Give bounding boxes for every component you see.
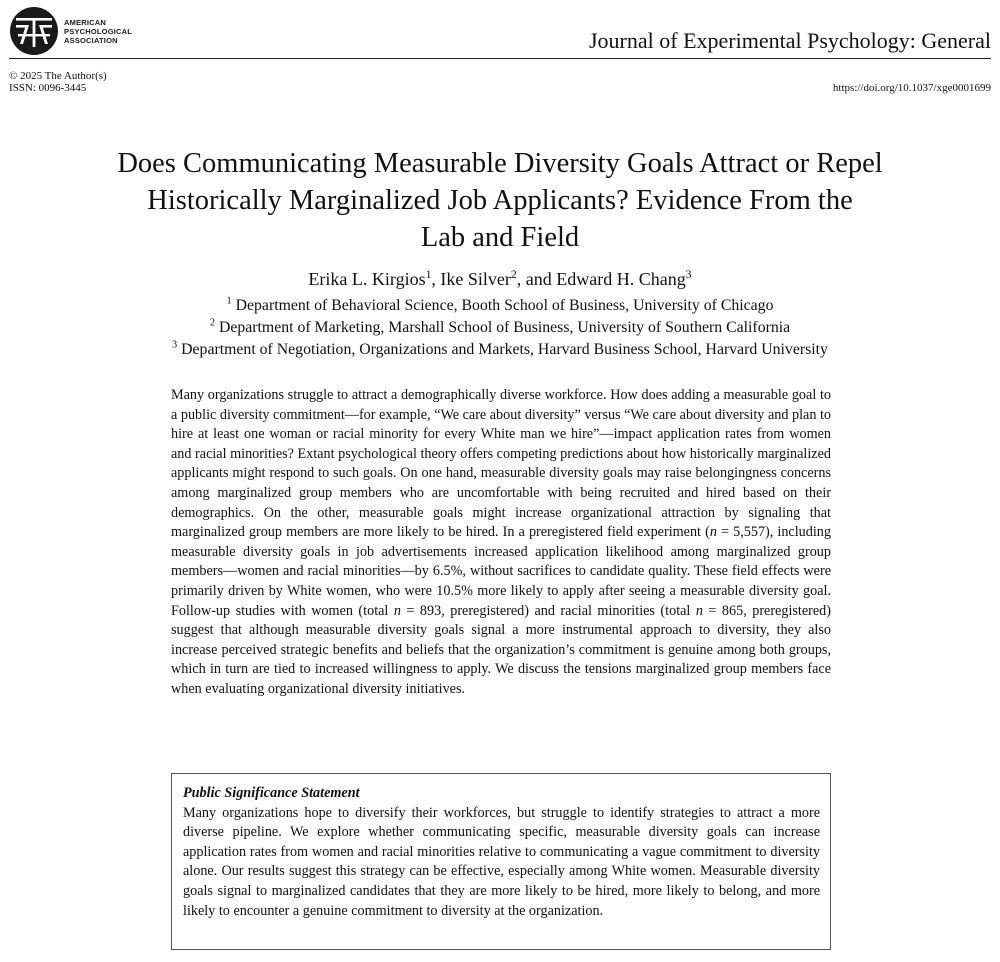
- affiliation: $^2$ Department of Marketing, Marshall School of Business, University of Southern California: [209, 317, 791, 336]
- affiliation: $^3$ Department of Negotiation, Organizations and Markets, Harvard Business School, Harvard University: [172, 339, 828, 358]
- issn: ISSN: 0096-3445: [9, 82, 87, 94]
- author-name: Erika L. Kirgios: [308, 269, 426, 289]
- author-affiliation-marker: 2: [510, 268, 517, 281]
- author-name: Ike Silver: [440, 269, 511, 289]
- journal-name: Journal of Experimental Psychology: General: [588, 28, 991, 53]
- author-affiliation-marker: 1: [425, 268, 432, 281]
- author-separator: , and: [516, 269, 557, 289]
- abstract: Many organizations struggle to attract a demographically diverse workforce. How does adding a measurable goal to a public diversity commitment—for example, “We care about diversity” versus “We care about diversity and plan to hire at least one woman or racial minority for every White man we hire”—impact application rates from women and racial minorities? Extant psychological theory offers competing predictions about how historically marginalized applicants might respond to such goals. On one hand, measurable diversity goals may raise belongingness concerns among marginalized group members who are uncomfortable with being recruited and hired based on their demographics. On the other, measurable goals might increase organizational attraction by signaling that marginalized group members are more likely to be hired. In a preregistered field experiment (n = 5,557), including measurable diversity goals in job advertisements increased application likelihood among marginalized group members—women and racial minorities—by 6.5%, without sacrifices to candidate quality. These field effects were primarily driven by White women, who were 10.5% more likely to apply after seeing a measurable diversity goal. Follow-up studies with women (total n = 893, preregistered) and racial minorities (total n = 865, preregistered) suggest that although measurable diversity goals signal a more instrumental approach to diversity, they also increase perceived strategic benefits and beliefs that the organization’s commitment is genuine among both groups, which in turn are tied to increased willingness to apply. We discuss the tensions marginalized group members face when evaluating organizational diversity initiatives.: [171, 387, 831, 697]
- significance-heading: Public Significance Statement: [183, 785, 360, 801]
- author-list: [0, 268, 1000, 290]
- author-affiliation-marker: 3: [685, 268, 692, 281]
- author-separator: ,: [431, 269, 441, 289]
- publisher-name: AMERICAN PSYCHOLOGICAL ASSOCIATION: [64, 17, 133, 45]
- apa-logo-icon: [9, 6, 59, 56]
- significance-body: Many organizations hope to diversify their workforces, but struggle to identify strategies to attract a more diverse pipeline. We explore whether communicating specific, measurable diversity goals can increase application rates from women and racial minorities relative to communicating a vague commitment to diversity alone. Our results suggest this strategy can be effective, especially among White women. Measurable diversity goals signal to marginalized candidates that they are more likely to be hired, more likely to belong, and more likely to encounter a genuine commitment to diversity at the organization.: [183, 804, 820, 919]
- copyright: © 2025 The Author(s): [9, 70, 107, 82]
- public-significance-statement: [171, 773, 831, 950]
- author-name: Edward H. Chang: [556, 269, 686, 289]
- doi-link[interactable]: https://doi.org/10.1037/xge0001699: [832, 82, 991, 94]
- publisher-logo: [9, 6, 132, 56]
- publication-info: [9, 70, 107, 94]
- article-title: Does Communicating Measurable Diversity Goals Attract or Repel Historically Marginalized Job Applicants? Evidence From the Lab and Field: [117, 148, 883, 253]
- header-rule: [9, 58, 991, 59]
- affiliation: $^1$ Department of Behavioral Science, Booth School of Business, University of Chicago: [226, 295, 774, 314]
